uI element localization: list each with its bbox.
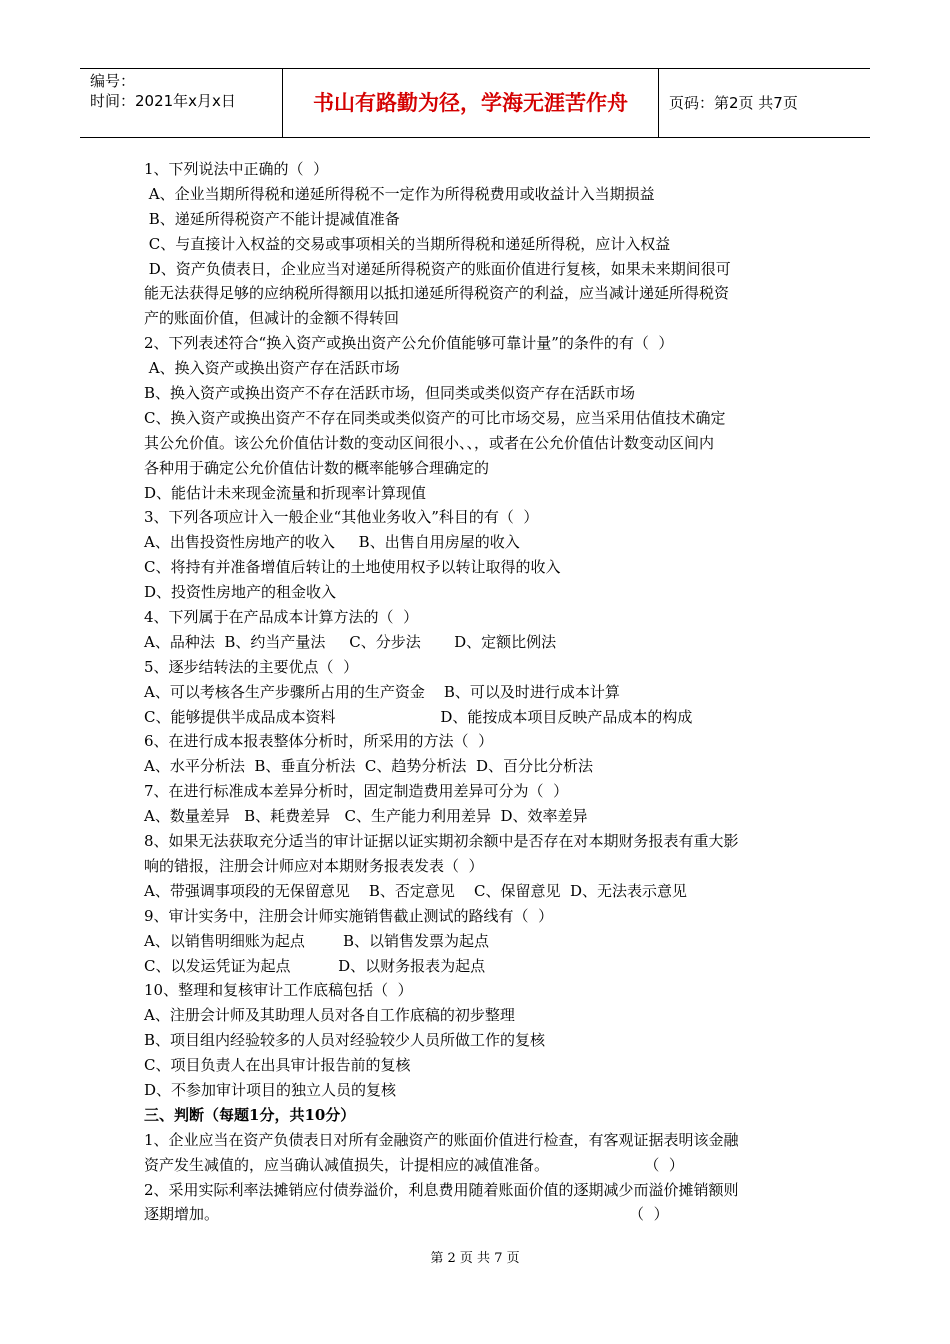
text-line: B、递延所得税资产不能计提减值准备 [144,209,400,228]
text-line: C、与直接计入权益的交易或事项相关的当期所得税和递延所得税，应计入权益 [144,234,671,253]
header-motto: 书山有路勤为径，学海无涯苦作舟 [283,69,659,137]
section-heading: 三、判断（每题1分，共10分） [144,1105,356,1124]
text-line: A、可以考核各生产步骤所占用的生产资金 B、可以及时进行成本计算 [144,682,620,701]
header-date: 时间：2021年x月x日 [90,92,236,110]
text-line: 2、下列表述符合“换入资产或换出资产公允价值能够可靠计量”的条件的有（ ） [144,334,674,353]
text-line: 其公允价值。该公允价值估计数的变动区间很小、、，或者在公允价值估计数变动区间内 [144,433,715,452]
text-line: D、不参加审计项目的独立人员的复核 [144,1080,397,1099]
text-line: D、资产负债表日，企业应当对递延所得税资产的账面价值进行复核，如果未来期间很可 [144,259,731,278]
text-line: 6、在进行成本报表整体分析时，所采用的方法（ ） [144,732,494,751]
text-line: A、品种法 B、约当产量法 C、分步法 D、定额比例法 [144,632,557,651]
text-line: B、项目组内经验较多的人员对经验较少人员所做工作的复核 [144,1031,546,1050]
text-line: 4、下列属于在产品成本计算方法的（ ） [144,608,419,627]
text-line: 能无法获得足够的应纳税所得额用以抵扣递延所得税资产的利益，应当减计递延所得税资 [144,284,730,303]
text-line: A、数量差异 B、耗费差异 C、生产能力利用差异 D、效率差异 [144,807,588,826]
text-line: 3、下列各项应计入一般企业“其他业务收入”科目的有（ ） [144,508,539,527]
page-header [80,68,870,138]
text-line: A、换入资产或换出资产存在活跃市场 [144,359,400,378]
text-line: 2、采用实际利率法摊销应付债券溢价，利息费用随着账面价值的逐期减少而溢价摊销额则 [144,1180,739,1199]
text-line: C、项目负责人在出具审计报告前的复核 [144,1056,411,1075]
text-line: A、以销售明细账为起点 B、以销售发票为起点 [144,931,490,950]
text-line: 产的账面价值，但减计的金额不得转回 [144,309,400,328]
text-line: D、能估计未来现金流量和折现率计算现值 [144,483,427,502]
text-line: A、出售投资性房地产的收入 B、出售自用房屋的收入 [144,533,520,552]
text-line: 资产发生减值的，应当确认减值损失，计提相应的减值准备。 （ ） [144,1155,684,1174]
text-line: 5、逐步结转法的主要优点（ ） [144,657,359,676]
text-line: A、水平分析法 B、垂直分析法 C、趋势分析法 D、百分比分析法 [144,757,593,776]
text-line: 8、如果无法获取充分适当的审计证据以证实期初余额中是否存在对本期财务报表有重大影 [144,832,739,851]
header-meta [80,69,283,137]
text-line: A、企业当期所得税和递延所得税不一定作为所得税费用或收益计入当期损益 [144,184,655,203]
text-line: C、能够提供半成品成本资料 D、能按成本项目反映产品成本的构成 [144,707,693,726]
text-line: D、投资性房地产的租金收入 [144,583,337,602]
text-line: A、带强调事项段的无保留意见 B、否定意见 C、保留意见 D、无法表示意见 [144,881,688,900]
text-line: C、将持有并准备增值后转让的土地使用权予以转让取得的收入 [144,558,561,577]
text-line: 1、下列说法中正确的（ ） [144,160,329,178]
header-number-label: 编号： [90,72,136,90]
text-line: 9、审计实务中，注册会计师实施销售截止测试的路线有（ ） [144,906,554,925]
text-line: 10、整理和复核审计工作底稿包括（ ） [144,981,413,1000]
text-line: 响的错报，注册会计师应对本期财务报表发表（ ） [144,856,484,875]
text-line: 各种用于确定公允价值估计数的概率能够合理确定的 [144,458,490,477]
text-line: 逐期增加。 （ ） [144,1205,669,1224]
document-body [144,157,812,1227]
text-line: A、注册会计师及其助理人员对各自工作底稿的初步整理 [144,1006,515,1025]
page-footer: 第 2 页 共 7 页 [430,1251,520,1266]
header-page-code: 页码：第2页 共7页 [669,94,798,112]
text-line: 7、在进行标准成本差异分析时，固定制造费用差异可分为（ ） [144,782,569,801]
text-line: C、换入资产或换出资产不存在同类或类似资产的可比市场交易，应当采用估值技术确定 [144,408,726,427]
text-line: C、以发运凭证为起点 D、以财务报表为起点 [144,956,486,975]
text-line: 1、企业应当在资产负债表日对所有金融资产的账面价值进行检查，有客观证据表明该金融 [144,1130,739,1149]
text-line: B、换入资产或换出资产不存在活跃市场，但同类或类似资产存在活跃市场 [144,384,636,403]
